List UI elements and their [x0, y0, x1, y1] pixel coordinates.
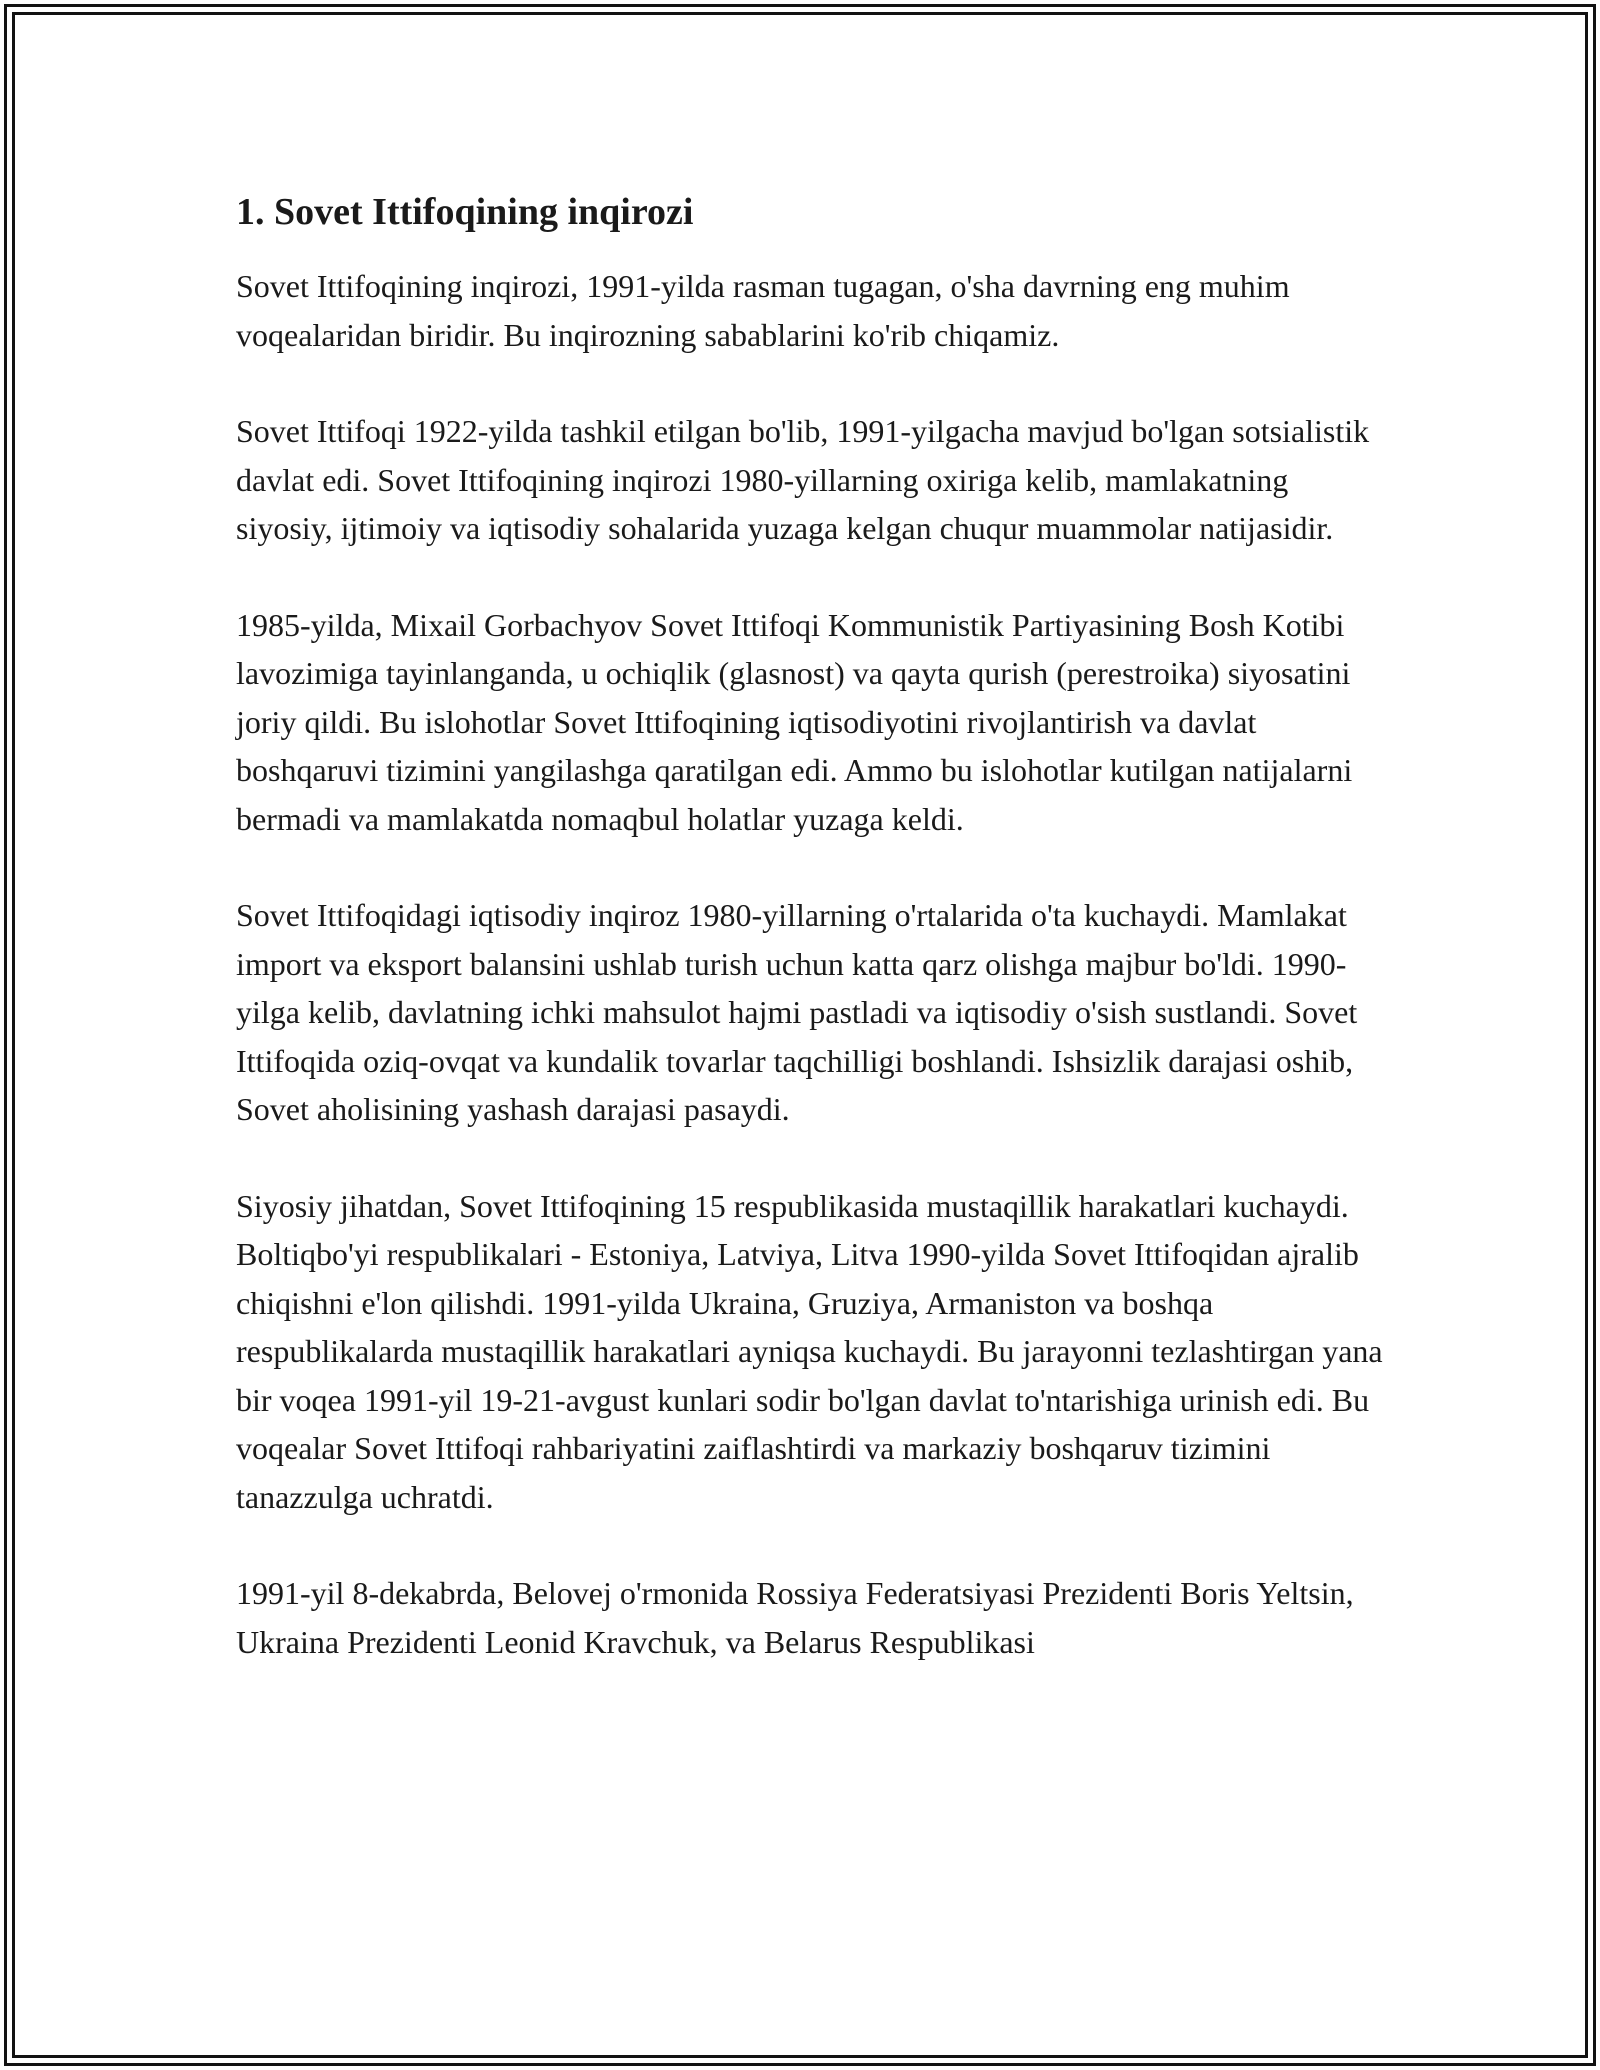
paragraph: 1991-yil 8-dekabrda, Belovej o'rmonida Rossiya Federatsiyasi Prezidenti Boris Yeltsin, Ukraina Prezidenti Leonid Kravchuk, va Belarus Respublikasi	[236, 1575, 1354, 1660]
paragraph: 1985-yilda, Mixail Gorbachyov Sovet Ittifoqi Kommunistik Partiyasining Bosh Kotibi lavozimiga tayinlanganda, u ochiqlik (glasnost) va qayta qurish (perestroika) siyosatini joriy qildi. Bu islohotlar Sovet Ittifoqining iqtisodiyotini rivojlantirish va davlat boshqaruvi tizimini yangilashga qaratilgan edi. Ammo bu islohotlar kutilgan natijalarni bermadi va mamlakatda nomaqbul holatlar yuzaga keldi.	[236, 606, 1353, 837]
paragraph: Siyosiy jihatdan, Sovet Ittifoqining 15 respublikasida mustaqillik harakatlari kuchaydi. Boltiqbo'yi respublikalari - Estoniya, Latviya, Litva 1990-yilda Sovet Ittifoqidan ajralib chiqishni e'lon qilishdi. 1991-yilda Ukraina, Gruziya, Armaniston va boshqa respublikalarda mustaqillik harakatlari ayniqsa kuchaydi. Bu jarayonni tezlashtirgan yana bir voqea 1991-yil 19-21-avgust kunlari sodir bo'lgan davlat to'ntarishiga urinish edi. Bu voqealar Sovet Ittifoqi rahbariyatini zaiflashtirdi va markaziy boshqaruv tizimini tanazzulga uchratdi.	[236, 1187, 1383, 1515]
document-page	[236, 186, 1386, 1714]
paragraph: Sovet Ittifoqidagi iqtisodiy inqiroz 1980-yillarning o'rtalarida o'ta kuchaydi. Mamlakat import va eksport balansini ushlab turish uchun katta qarz olishga majbur bo'ldi. 1990-yilga kelib, davlatning ichki mahsulot hajmi pastladi va iqtisodiy o'sish sustlandi. Sovet Ittifoqida oziq-ovqat va kundalik tovarlar taqchilligi boshlandi. Ishsizlik darajasi oshib, Sovet aholisining yashash darajasi pasaydi.	[236, 897, 1358, 1127]
paragraph: Sovet Ittifoqi 1922-yilda tashkil etilgan bo'lib, 1991-yilgacha mavjud bo'lgan sotsialistik davlat edi. Sovet Ittifoqining inqirozi 1980-yillarning oxiriga kelib, mamlakatning siyosiy, ijtimoiy va iqtisodiy sohalarida yuzaga kelgan chuqur muammolar natijasidir.	[236, 413, 1370, 546]
section-title: 1. Sovet Ittifoqining inqirozi	[236, 191, 694, 233]
paragraph: Sovet Ittifoqining inqirozi, 1991-yilda rasman tugagan, o'sha davrning eng muhim voqealaridan biridir. Bu inqirozning sabablarini ko'rib chiqamiz.	[236, 268, 1290, 353]
